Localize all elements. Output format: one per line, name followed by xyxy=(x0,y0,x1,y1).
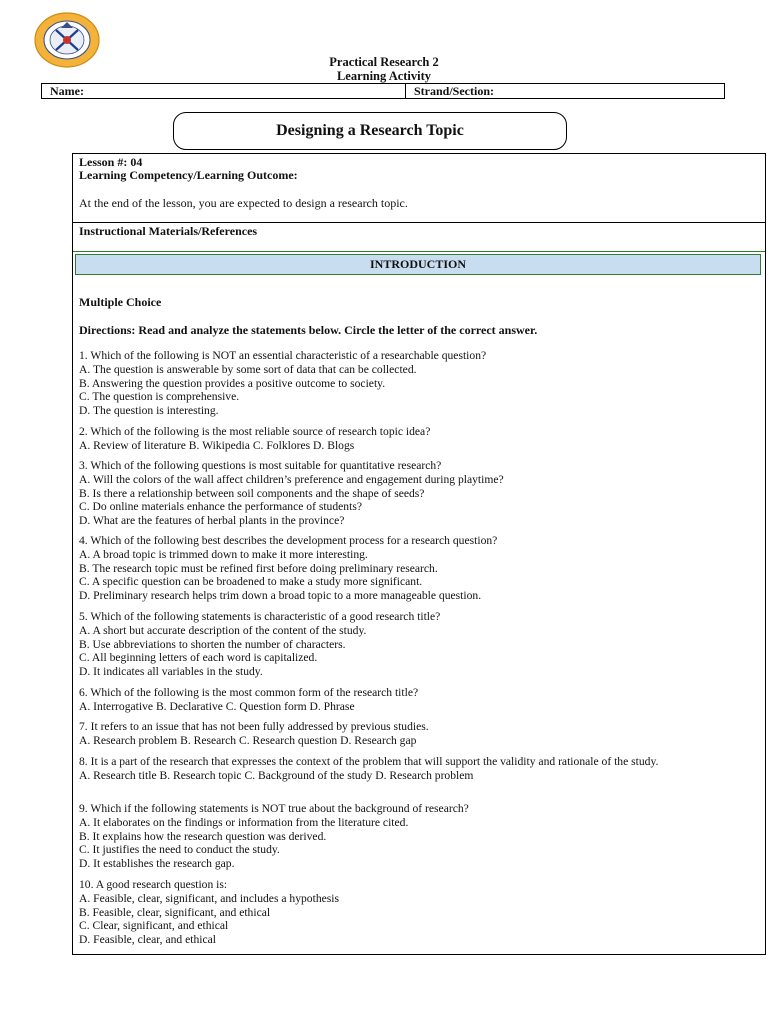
question-10 xyxy=(79,878,339,947)
answer-choice[interactable]: A. A short but accurate description of the content of the study. xyxy=(79,623,367,637)
answer-choice[interactable]: D. What are the features of herbal plants in the province? xyxy=(79,514,345,528)
outcome-text: At the end of the lesson, you are expected to design a research topic. xyxy=(79,196,408,210)
answer-choice[interactable]: B. Is there a relationship between soil components and the shape of seeds? xyxy=(79,486,425,500)
lesson-content-frame xyxy=(72,153,766,955)
answer-choice[interactable]: B. The research topic must be refined first before doing preliminary research. xyxy=(79,561,438,575)
question-3 xyxy=(79,459,504,528)
answer-choice[interactable]: D. It establishes the research gap. xyxy=(79,857,235,871)
question-9 xyxy=(79,802,469,871)
question-stem: 4. Which of the following best describes the development process for a research question? xyxy=(79,534,498,547)
answer-choice[interactable]: A. Interrogative B. Declarative C. Question form D. Phrase xyxy=(79,699,355,713)
answer-choice[interactable]: A. The question is answerable by some sort of data that can be collected. xyxy=(79,362,417,376)
answer-choice[interactable]: B. Answering the question provides a positive outcome to society. xyxy=(79,376,386,390)
question-stem: 3. Which of the following questions is most suitable for quantitative research? xyxy=(79,459,442,472)
answer-choice[interactable]: D. It indicates all variables in the study. xyxy=(79,665,263,679)
question-6 xyxy=(79,686,418,714)
answer-choice[interactable]: B. It explains how the research question was derived. xyxy=(79,829,327,843)
subject-title: Practical Research 2 xyxy=(329,55,439,69)
answer-choice[interactable]: C. All beginning letters of each word is capitalized. xyxy=(79,651,318,665)
topic-title: Designing a Research Topic xyxy=(173,112,567,150)
question-stem: 1. Which of the following is NOT an essential characteristic of a researchable question? xyxy=(79,349,487,362)
section-title: Multiple Choice xyxy=(79,295,162,309)
answer-choice[interactable]: C. The question is comprehensive. xyxy=(79,390,240,404)
name-label: Name: xyxy=(50,84,84,98)
lesson-number: Lesson #: 04 xyxy=(79,155,143,169)
answer-choice[interactable]: A. Research problem B. Research C. Research question D. Research gap xyxy=(79,733,417,747)
answer-choice[interactable]: C. Clear, significant, and ethical xyxy=(79,919,229,933)
question-stem: 8. It is a part of the research that expresses the context of the problem that will support the validity and rationale of the study. xyxy=(79,755,659,768)
question-stem: 10. A good research question is: xyxy=(79,878,228,891)
competency-label: Learning Competency/Learning Outcome: xyxy=(79,168,298,182)
answer-choice[interactable]: D. Feasible, clear, and ethical xyxy=(79,933,216,947)
answer-choice[interactable]: B. Use abbreviations to shorten the number of characters. xyxy=(79,637,346,651)
question-stem: 5. Which of the following statements is characteristic of a good research title? xyxy=(79,610,441,623)
question-7 xyxy=(79,720,429,748)
answer-choice[interactable]: C. Do online materials enhance the performance of students? xyxy=(79,500,362,514)
answer-choice[interactable]: A. Will the colors of the wall affect children’s preference and engagement during playtime? xyxy=(79,472,504,486)
answer-choice[interactable]: B. Feasible, clear, significant, and ethical xyxy=(79,905,271,919)
answer-choice[interactable]: D. Preliminary research helps trim down a broad topic to a more manageable question. xyxy=(79,589,482,603)
question-stem: 2. Which of the following is the most reliable source of research topic idea? xyxy=(79,425,431,438)
answer-choice[interactable]: C. It justifies the need to conduct the study. xyxy=(79,843,280,857)
student-info-row xyxy=(41,83,725,99)
lesson-section xyxy=(73,154,765,223)
question-2 xyxy=(79,425,430,453)
answer-choice[interactable]: A. Research title B. Research topic C. Background of the study D. Research problem xyxy=(79,768,474,782)
materials-section xyxy=(73,223,765,252)
question-1 xyxy=(79,349,486,418)
question-5 xyxy=(79,610,440,679)
answer-choice[interactable]: D. The question is interesting. xyxy=(79,404,219,418)
question-stem: 6. Which of the following is the most common form of the research title? xyxy=(79,686,419,699)
question-stem: 7. It refers to an issue that has not been fully addressed by previous studies. xyxy=(79,720,429,733)
directions-text: Directions: Read and analyze the statements below. Circle the letter of the correct answer. xyxy=(79,323,538,337)
strand-field[interactable] xyxy=(406,84,494,98)
answer-choice[interactable]: A. Feasible, clear, significant, and includes a hypothesis xyxy=(79,891,340,905)
name-field[interactable] xyxy=(42,84,406,98)
strand-label: Strand/Section: xyxy=(414,84,495,98)
question-stem: 9. Which if the following statements is NOT true about the background of research? xyxy=(79,802,469,815)
answer-choice[interactable]: C. A specific question can be broadened to make a study more significant. xyxy=(79,575,423,589)
introduction-header: INTRODUCTION xyxy=(75,254,761,275)
question-4 xyxy=(79,534,497,603)
answer-choice[interactable]: A. Review of literature B. Wikipedia C. Folklores D. Blogs xyxy=(79,438,355,452)
activity-title: Learning Activity xyxy=(336,69,432,83)
answer-choice[interactable]: A. A broad topic is trimmed down to make it more interesting. xyxy=(79,547,368,561)
materials-label: Instructional Materials/References xyxy=(79,224,258,238)
question-8 xyxy=(79,755,739,783)
answer-choice[interactable]: A. It elaborates on the findings or information from the literature cited. xyxy=(79,815,409,829)
